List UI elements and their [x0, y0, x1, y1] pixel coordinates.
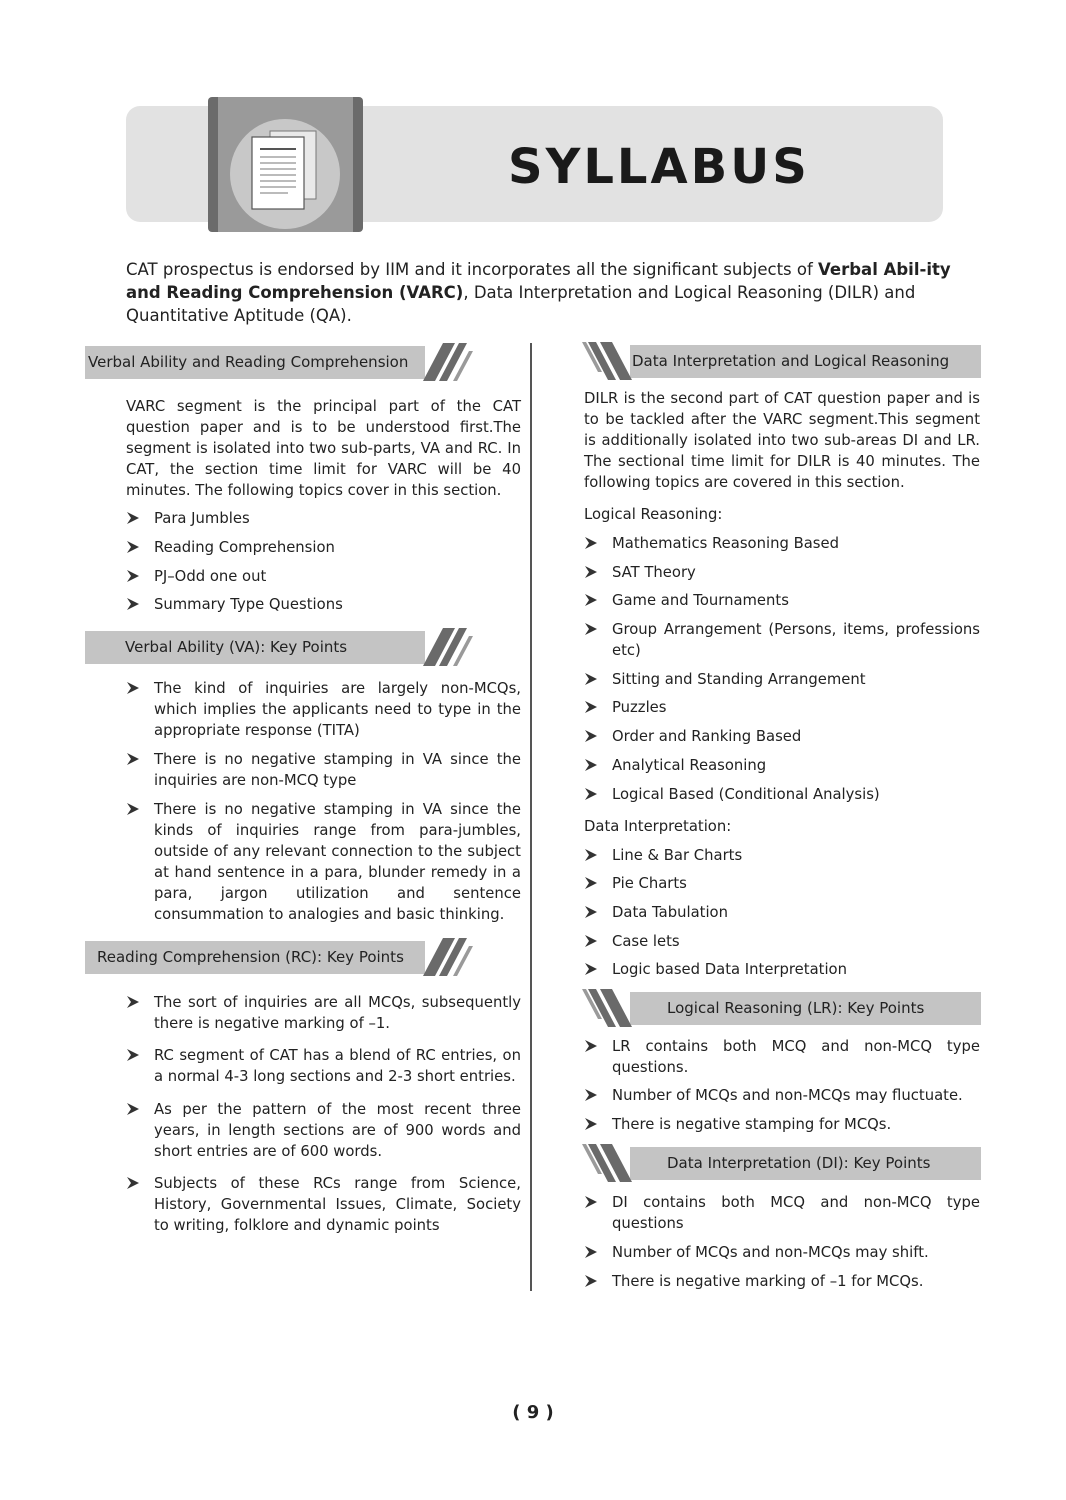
arrow-bullet-icon — [584, 1117, 598, 1131]
arrow-bullet-icon — [126, 540, 140, 554]
arrow-bullet-icon — [126, 597, 140, 611]
stripes-icon — [421, 343, 473, 381]
dilr-paragraph: DILR is the second part of CAT question paper and is to be tackled after the VARC segment.This segment is additionally isolated into two sub-areas DI and LR. The sectional time limit for DILR is 40 minutes. The following topics are covered in this section. — [584, 390, 980, 491]
intro-paragraph: CAT prospectus is endorsed by IIM and it incorporates all the significant subjects of Verbal Abil-ity and Reading Comprehension (VARC), Data Interpretation and Logical Reasoning (DILR) and Quantitative Aptitude (QA). — [126, 260, 951, 325]
arrow-bullet-icon — [584, 700, 598, 714]
document-icon — [208, 97, 363, 232]
arrow-bullet-icon — [584, 787, 598, 801]
arrow-bullet-icon — [584, 1274, 598, 1288]
arrow-bullet-icon — [126, 511, 140, 525]
section-header-rc: Reading Comprehension (RC): Key Points — [85, 941, 425, 974]
arrow-bullet-icon — [584, 622, 598, 636]
section-header-dilr: Data Interpretation and Logical Reasoning — [630, 345, 981, 378]
arrow-bullet-icon — [126, 1176, 140, 1190]
arrow-bullet-icon — [584, 848, 598, 862]
arrow-bullet-icon — [126, 752, 140, 766]
section-header-va: Verbal Ability (VA): Key Points — [85, 631, 425, 664]
section-header-lr-keypoints: Logical Reasoning (LR): Key Points — [630, 992, 981, 1025]
arrow-bullet-icon — [584, 876, 598, 890]
arrow-bullet-icon — [584, 1088, 598, 1102]
arrow-bullet-icon — [584, 1245, 598, 1259]
page-number: ( 9 ) — [512, 1402, 554, 1423]
arrow-bullet-icon — [584, 565, 598, 579]
arrow-bullet-icon — [584, 758, 598, 772]
section-header-di-keypoints: Data Interpretation (DI): Key Points — [630, 1147, 981, 1180]
stripes-icon — [421, 938, 473, 976]
stripes-icon — [582, 1144, 634, 1182]
arrow-bullet-icon — [584, 905, 598, 919]
stripes-icon — [582, 342, 634, 380]
arrow-bullet-icon — [126, 1048, 140, 1062]
arrow-bullet-icon — [126, 681, 140, 695]
arrow-bullet-icon — [126, 1102, 140, 1116]
lr-label: Logical Reasoning: — [584, 506, 723, 523]
di-label: Data Interpretation: — [584, 818, 732, 835]
arrow-bullet-icon — [126, 802, 140, 816]
arrow-bullet-icon — [584, 593, 598, 607]
arrow-bullet-icon — [584, 536, 598, 550]
section-header-varc: Verbal Ability and Reading Comprehension — [85, 346, 425, 379]
column-divider — [530, 343, 532, 1291]
page-title: SYLLABUS — [508, 139, 810, 195]
arrow-bullet-icon — [126, 569, 140, 583]
arrow-bullet-icon — [584, 1195, 598, 1209]
arrow-bullet-icon — [584, 1039, 598, 1053]
stripes-icon — [582, 989, 634, 1027]
arrow-bullet-icon — [584, 672, 598, 686]
stripes-icon — [421, 628, 473, 666]
arrow-bullet-icon — [584, 729, 598, 743]
arrow-bullet-icon — [126, 995, 140, 1009]
arrow-bullet-icon — [584, 962, 598, 976]
arrow-bullet-icon — [584, 934, 598, 948]
varc-paragraph: VARC segment is the principal part of the CAT question paper and is to be understood first.The segment is isolated into two sub-parts, VA and RC. In CAT, the section time limit for VARC will be 40 minutes. The following topics cover in this section. — [126, 398, 521, 499]
